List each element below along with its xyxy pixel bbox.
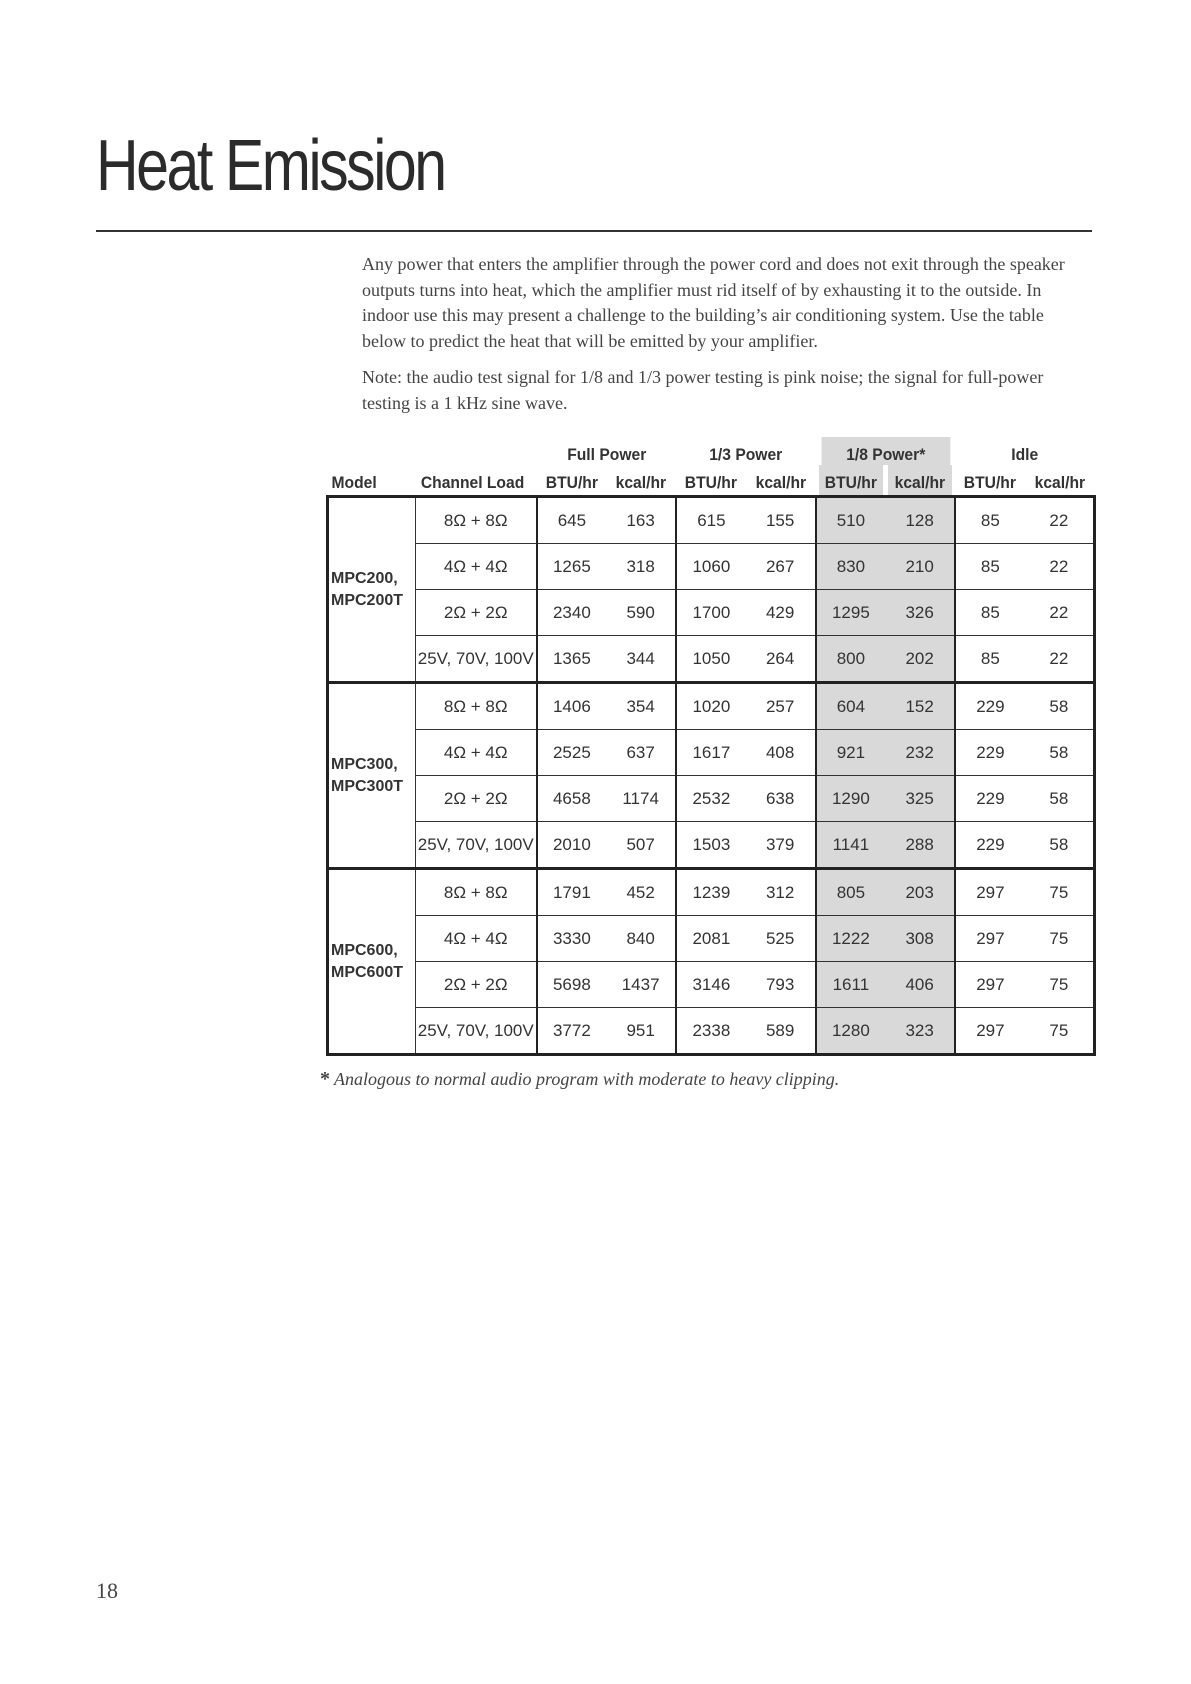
model-group-mpc600 (328, 869, 1095, 1055)
idle-btu: 85 (955, 497, 1025, 544)
idle-kcal: 22 (1025, 497, 1095, 544)
third-kcal: 525 (746, 916, 816, 962)
third-btu: 1020 (676, 683, 746, 730)
channel-load: 25V, 70V, 100V (416, 822, 537, 869)
column-header-kcal: kcal/hr (888, 465, 952, 497)
idle-btu: 297 (955, 1008, 1025, 1055)
third-btu: 1239 (676, 869, 746, 916)
group-header-third-power: 1/3 Power (709, 445, 783, 464)
column-header-model: Model (331, 473, 377, 492)
eighth-btu: 805 (816, 869, 886, 916)
model-name: MPC200, MPC200T (328, 497, 416, 683)
idle-kcal: 22 (1025, 544, 1095, 590)
heat-emission-table (326, 437, 1096, 1056)
idle-btu: 85 (955, 590, 1025, 636)
page-title: Heat Emission (96, 126, 445, 206)
full-btu: 5698 (537, 962, 607, 1008)
eighth-kcal: 308 (885, 916, 955, 962)
eighth-kcal: 232 (885, 730, 955, 776)
full-btu: 2010 (537, 822, 607, 869)
eighth-kcal: 323 (885, 1008, 955, 1055)
table-row (328, 730, 1095, 776)
third-kcal: 267 (746, 544, 816, 590)
full-kcal: 344 (606, 636, 676, 683)
eighth-btu: 1222 (816, 916, 886, 962)
third-btu: 2532 (676, 776, 746, 822)
full-btu: 1406 (537, 683, 607, 730)
eighth-btu: 921 (816, 730, 886, 776)
table-row (328, 683, 1095, 730)
column-header-kcal: kcal/hr (755, 473, 806, 492)
full-kcal: 1174 (606, 776, 676, 822)
full-kcal: 318 (606, 544, 676, 590)
idle-btu: 229 (955, 776, 1025, 822)
third-kcal: 155 (746, 497, 816, 544)
full-btu: 3330 (537, 916, 607, 962)
full-btu: 2340 (537, 590, 607, 636)
channel-load: 4Ω + 4Ω (416, 730, 537, 776)
table-row (328, 544, 1095, 590)
channel-load: 8Ω + 8Ω (416, 497, 537, 544)
title-divider (96, 230, 1092, 232)
footnote-asterisk: * (320, 1068, 330, 1090)
third-btu: 3146 (676, 962, 746, 1008)
column-header-btu: BTU/hr (545, 473, 598, 492)
third-btu: 1617 (676, 730, 746, 776)
eighth-btu: 1141 (816, 822, 886, 869)
idle-btu: 85 (955, 636, 1025, 683)
table-row (328, 1008, 1095, 1055)
third-btu: 1700 (676, 590, 746, 636)
full-kcal: 1437 (606, 962, 676, 1008)
idle-kcal: 58 (1025, 730, 1095, 776)
idle-kcal: 75 (1025, 869, 1095, 916)
channel-load: 4Ω + 4Ω (416, 544, 537, 590)
footnote-text: Analogous to normal audio program with moderate to heavy clipping. (334, 1069, 840, 1089)
table-row (328, 822, 1095, 869)
group-header-eighth-power: 1/8 Power* (821, 437, 949, 465)
eighth-kcal: 203 (885, 869, 955, 916)
table-row (328, 916, 1095, 962)
intro-paragraph: Any power that enters the amplifier through the power cord and does not exit through the speaker outputs turns into heat, which the amplifier must rid itself of by exhausting it to the outside. In indoor use this may present a challenge to the building’s air conditioning system. Use the table below to predict the heat that will be emitted by your amplifier. (362, 254, 1065, 351)
column-header-btu: BTU/hr (684, 473, 737, 492)
third-btu: 2338 (676, 1008, 746, 1055)
idle-btu: 297 (955, 962, 1025, 1008)
column-header-kcal: kcal/hr (1034, 473, 1085, 492)
note-paragraph: Note: the audio test signal for 1/8 and 1/3 power testing is pink noise; the signal for full-power testing is a 1 kHz sine wave. (362, 367, 1044, 413)
eighth-kcal: 210 (885, 544, 955, 590)
eighth-btu: 1611 (816, 962, 886, 1008)
footnote (320, 1068, 839, 1091)
channel-load: 25V, 70V, 100V (416, 636, 537, 683)
idle-kcal: 58 (1025, 683, 1095, 730)
eighth-kcal: 152 (885, 683, 955, 730)
eighth-btu: 604 (816, 683, 886, 730)
idle-kcal: 22 (1025, 590, 1095, 636)
full-kcal: 840 (606, 916, 676, 962)
eighth-btu: 1280 (816, 1008, 886, 1055)
eighth-btu: 830 (816, 544, 886, 590)
model-name: MPC600, MPC600T (328, 869, 416, 1055)
eighth-btu: 1295 (816, 590, 886, 636)
channel-load: 2Ω + 2Ω (416, 590, 537, 636)
model-group-mpc300 (328, 683, 1095, 869)
channel-load: 4Ω + 4Ω (416, 916, 537, 962)
third-btu: 615 (676, 497, 746, 544)
eighth-kcal: 326 (885, 590, 955, 636)
table-row (328, 497, 1095, 544)
channel-load: 2Ω + 2Ω (416, 962, 537, 1008)
eighth-kcal: 325 (885, 776, 955, 822)
table-row (328, 590, 1095, 636)
idle-btu: 229 (955, 730, 1025, 776)
table-row (328, 636, 1095, 683)
channel-load: 25V, 70V, 100V (416, 1008, 537, 1055)
third-kcal: 312 (746, 869, 816, 916)
full-btu: 4658 (537, 776, 607, 822)
table-row (328, 869, 1095, 916)
full-kcal: 163 (606, 497, 676, 544)
idle-kcal: 75 (1025, 1008, 1095, 1055)
idle-btu: 229 (955, 683, 1025, 730)
full-btu: 645 (537, 497, 607, 544)
idle-kcal: 75 (1025, 916, 1095, 962)
idle-kcal: 22 (1025, 636, 1095, 683)
idle-kcal: 75 (1025, 962, 1095, 1008)
third-kcal: 793 (746, 962, 816, 1008)
third-btu: 2081 (676, 916, 746, 962)
idle-kcal: 58 (1025, 776, 1095, 822)
eighth-btu: 800 (816, 636, 886, 683)
table-row (328, 776, 1095, 822)
full-btu: 3772 (537, 1008, 607, 1055)
column-header-btu: BTU/hr (963, 473, 1016, 492)
full-btu: 1791 (537, 869, 607, 916)
third-kcal: 589 (746, 1008, 816, 1055)
eighth-kcal: 128 (885, 497, 955, 544)
group-header-full-power: Full Power (566, 445, 646, 464)
group-header-idle: Idle (1011, 445, 1039, 464)
third-kcal: 429 (746, 590, 816, 636)
third-btu: 1050 (676, 636, 746, 683)
third-kcal: 408 (746, 730, 816, 776)
third-kcal: 264 (746, 636, 816, 683)
third-kcal: 379 (746, 822, 816, 869)
column-header-btu: BTU/hr (818, 465, 882, 497)
idle-btu: 297 (955, 916, 1025, 962)
model-group-mpc200 (328, 497, 1095, 683)
page-number: 18 (96, 1578, 118, 1603)
full-btu: 1265 (537, 544, 607, 590)
full-btu: 2525 (537, 730, 607, 776)
third-btu: 1503 (676, 822, 746, 869)
full-kcal: 354 (606, 683, 676, 730)
third-kcal: 257 (746, 683, 816, 730)
idle-btu: 85 (955, 544, 1025, 590)
channel-load: 8Ω + 8Ω (416, 869, 537, 916)
idle-btu: 297 (955, 869, 1025, 916)
full-btu: 1365 (537, 636, 607, 683)
third-btu: 1060 (676, 544, 746, 590)
eighth-kcal: 406 (885, 962, 955, 1008)
table-row (328, 962, 1095, 1008)
eighth-btu: 1290 (816, 776, 886, 822)
full-kcal: 590 (606, 590, 676, 636)
channel-load: 8Ω + 8Ω (416, 683, 537, 730)
column-header-kcal: kcal/hr (615, 473, 667, 492)
eighth-btu: 510 (816, 497, 886, 544)
eighth-kcal: 288 (885, 822, 955, 869)
full-kcal: 951 (606, 1008, 676, 1055)
third-kcal: 638 (746, 776, 816, 822)
column-header-channel-load: Channel Load (420, 473, 524, 492)
full-kcal: 507 (606, 822, 676, 869)
idle-kcal: 58 (1025, 822, 1095, 869)
eighth-kcal: 202 (885, 636, 955, 683)
model-name: MPC300, MPC300T (328, 683, 416, 869)
idle-btu: 229 (955, 822, 1025, 869)
full-kcal: 452 (606, 869, 676, 916)
full-kcal: 637 (606, 730, 676, 776)
channel-load: 2Ω + 2Ω (416, 776, 537, 822)
